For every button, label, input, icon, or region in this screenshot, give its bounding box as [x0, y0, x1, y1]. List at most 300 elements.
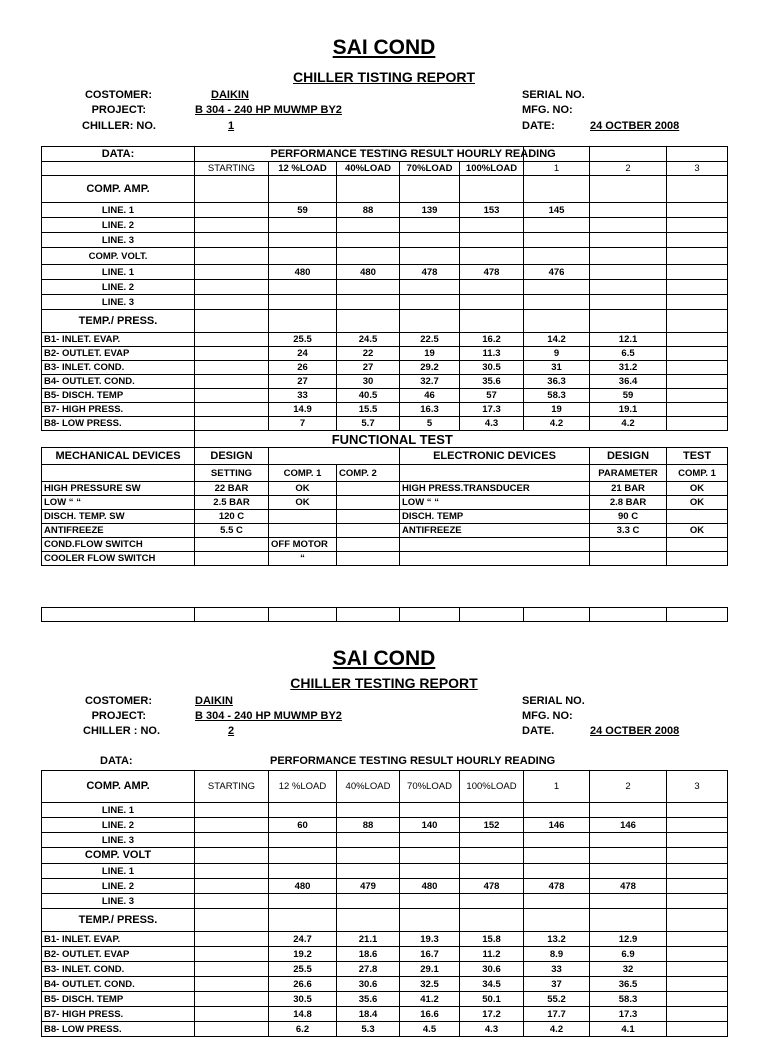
value-cell: 11.2: [460, 947, 524, 962]
value-cell: [667, 361, 728, 375]
value-cell: [590, 233, 667, 248]
value-cell: [195, 818, 269, 833]
test-header: TEST: [667, 448, 728, 465]
empty-cell: [269, 176, 337, 203]
comp1-value: OFF MOTOR: [269, 538, 337, 552]
value-cell: 32: [590, 962, 667, 977]
empty-cell: [337, 310, 400, 333]
row-label: LINE. 2: [42, 218, 195, 233]
value-cell: 7: [269, 417, 337, 431]
empty-cell: [524, 909, 590, 932]
value-cell: [195, 1022, 269, 1037]
value-cell: 19.2: [269, 947, 337, 962]
data-row: [42, 992, 728, 1007]
data-row: [42, 403, 728, 417]
empty-cell: [524, 848, 590, 864]
column-header: 100%LOAD: [460, 771, 524, 803]
section-row: [42, 848, 728, 864]
value-cell: [400, 233, 460, 248]
value-cell: [337, 218, 400, 233]
section-label: COMP. AMP.: [42, 176, 195, 203]
row-label: LINE. 3: [42, 233, 195, 248]
empty-cell: [269, 310, 337, 333]
value-cell: 4.3: [460, 417, 524, 431]
value-cell: 30: [337, 375, 400, 389]
comp1-value: OK: [269, 496, 337, 510]
empty-cell: [524, 176, 590, 203]
value-cell: 4.3: [460, 1022, 524, 1037]
value-cell: 32.5: [400, 977, 460, 992]
empty-cell: [42, 162, 195, 176]
empty-cell: [460, 909, 524, 932]
empty-cell: [460, 176, 524, 203]
row-label: LINE. 3: [42, 894, 195, 909]
value-cell: 4.2: [524, 1022, 590, 1037]
report2-performance-table: [41, 770, 728, 1037]
value-cell: 21.1: [337, 932, 400, 947]
test-value: OK: [667, 524, 728, 538]
value-cell: 19.3: [400, 932, 460, 947]
empty-cell: [42, 431, 195, 448]
value-cell: [460, 894, 524, 909]
value-cell: [195, 833, 269, 848]
value-cell: [667, 347, 728, 361]
column-header: 1: [524, 162, 590, 176]
param-value: 2.8 BAR: [590, 496, 667, 510]
data-row: [42, 295, 728, 310]
empty-cell: [590, 608, 667, 622]
report1-chiller-value: 1: [228, 120, 235, 132]
perf-header: PERFORMANCE TESTING RESULT HOURLY READING: [270, 147, 556, 160]
section-label: TEMP./ PRESS.: [42, 310, 195, 333]
value-cell: 33: [524, 962, 590, 977]
value-cell: [195, 389, 269, 403]
value-cell: 16.7: [400, 947, 460, 962]
value-cell: [667, 977, 728, 992]
value-cell: [195, 417, 269, 431]
setting-value: 22 BAR: [195, 482, 269, 496]
value-cell: 15.5: [337, 403, 400, 417]
report1-date-value: 24 OCTBER 2008: [590, 120, 680, 132]
value-cell: 29.2: [400, 361, 460, 375]
data-row: [42, 1022, 728, 1037]
empty-cell: [590, 431, 728, 448]
value-cell: [460, 803, 524, 818]
empty-cell: [195, 909, 269, 932]
value-cell: 31.2: [590, 361, 667, 375]
section-label: COMP. VOLT.: [42, 248, 195, 265]
row-label: B3- INLET. COND.: [42, 361, 195, 375]
column-header: 2: [590, 162, 667, 176]
value-cell: 46: [400, 389, 460, 403]
param-value: [590, 552, 667, 566]
value-cell: [400, 803, 460, 818]
value-cell: [590, 203, 667, 218]
value-cell: 58.3: [524, 389, 590, 403]
value-cell: [195, 962, 269, 977]
value-cell: 480: [337, 265, 400, 280]
value-cell: 4.5: [400, 1022, 460, 1037]
value-cell: 27: [269, 375, 337, 389]
value-cell: [195, 803, 269, 818]
row-label: B7- HIGH PRESS.: [42, 1007, 195, 1022]
value-cell: 16.6: [400, 1007, 460, 1022]
row-label: B5- DISCH. TEMP: [42, 389, 195, 403]
report2-perf-header: PERFORMANCE TESTING RESULT HOURLY READING: [270, 755, 556, 767]
empty-cell: [590, 176, 667, 203]
value-cell: 478: [524, 879, 590, 894]
value-cell: [195, 333, 269, 347]
value-cell: 41.2: [400, 992, 460, 1007]
functional-row: [42, 552, 728, 566]
report2-chiller-value: 2: [228, 725, 235, 737]
empty-cell: [667, 909, 728, 932]
data-row: [42, 833, 728, 848]
spacer-row: [42, 566, 728, 608]
value-cell: [460, 218, 524, 233]
mech-device: COOLER FLOW SWITCH: [42, 552, 195, 566]
value-cell: [460, 295, 524, 310]
value-cell: 152: [460, 818, 524, 833]
value-cell: [195, 1007, 269, 1022]
value-cell: 17.3: [590, 1007, 667, 1022]
report2-chiller-label: CHILLER : NO.: [83, 725, 160, 737]
functional-row: [42, 538, 728, 552]
spacer: [42, 566, 728, 608]
value-cell: 478: [400, 265, 460, 280]
value-cell: 146: [524, 818, 590, 833]
empty-cell: [400, 465, 590, 482]
setting-value: 2.5 BAR: [195, 496, 269, 510]
test-value: [667, 510, 728, 524]
value-cell: 30.6: [460, 962, 524, 977]
empty-cell: [460, 608, 524, 622]
data-row: [42, 417, 728, 431]
mech-device: LOW “ “: [42, 496, 195, 510]
value-cell: 27: [337, 361, 400, 375]
value-cell: 12.1: [590, 333, 667, 347]
value-cell: [590, 295, 667, 310]
mech-device: ANTIFREEZE: [42, 524, 195, 538]
comp2-value: [337, 510, 400, 524]
empty-cell: [400, 909, 460, 932]
value-cell: 5.3: [337, 1022, 400, 1037]
value-cell: [195, 864, 269, 879]
report2-subtitle: CHILLER TESTING REPORT: [290, 675, 478, 691]
value-cell: [524, 894, 590, 909]
value-cell: 30.5: [269, 992, 337, 1007]
value-cell: [667, 218, 728, 233]
mech-device: HIGH PRESSURE SW: [42, 482, 195, 496]
empty-cell: [667, 147, 728, 162]
value-cell: [269, 833, 337, 848]
value-cell: [667, 233, 728, 248]
empty-cell: [400, 176, 460, 203]
value-cell: 24: [269, 347, 337, 361]
value-cell: 4.2: [524, 417, 590, 431]
row-label: LINE. 2: [42, 818, 195, 833]
value-cell: [269, 295, 337, 310]
value-cell: [667, 818, 728, 833]
row-label: LINE. 1: [42, 803, 195, 818]
value-cell: 24.5: [337, 333, 400, 347]
column-header: 70%LOAD: [400, 162, 460, 176]
value-cell: [524, 295, 590, 310]
empty-cell: [195, 310, 269, 333]
data-row: [42, 962, 728, 977]
comp1-value: OK: [269, 482, 337, 496]
data-row: [42, 947, 728, 962]
data-row: [42, 218, 728, 233]
value-cell: [524, 803, 590, 818]
value-cell: [667, 203, 728, 218]
value-cell: [195, 403, 269, 417]
value-cell: 35.6: [460, 375, 524, 389]
value-cell: 480: [269, 265, 337, 280]
value-cell: [195, 894, 269, 909]
comp2-value: [337, 524, 400, 538]
row-label: B1- INLET. EVAP.: [42, 333, 195, 347]
value-cell: 33: [269, 389, 337, 403]
row-label: B2- OUTLET. EVAP: [42, 347, 195, 361]
empty-cell: [337, 176, 400, 203]
value-cell: [590, 280, 667, 295]
value-cell: [667, 417, 728, 431]
value-cell: [400, 295, 460, 310]
column-header-row: [42, 162, 728, 176]
elec-device: [400, 552, 590, 566]
elec-header: ELECTRONIC DEVICES: [400, 448, 590, 465]
value-cell: 24.7: [269, 932, 337, 947]
value-cell: 19: [400, 347, 460, 361]
value-cell: [337, 280, 400, 295]
row-label: B4- OUTLET. COND.: [42, 375, 195, 389]
value-cell: 478: [460, 879, 524, 894]
value-cell: [667, 879, 728, 894]
value-cell: [667, 962, 728, 977]
section-label: COMP. VOLT: [42, 848, 195, 864]
empty-cell: [195, 848, 269, 864]
row-label: LINE. 1: [42, 265, 195, 280]
value-cell: [667, 1022, 728, 1037]
value-cell: 4.1: [590, 1022, 667, 1037]
comp1-value: [269, 524, 337, 538]
value-cell: 140: [400, 818, 460, 833]
empty-cell: [195, 176, 269, 203]
value-cell: 36.3: [524, 375, 590, 389]
value-cell: 17.7: [524, 1007, 590, 1022]
row-label: LINE. 1: [42, 864, 195, 879]
data-row: [42, 803, 728, 818]
empty-cell: [667, 176, 728, 203]
value-cell: [667, 932, 728, 947]
value-cell: 34.5: [460, 977, 524, 992]
value-cell: [524, 833, 590, 848]
value-cell: [460, 833, 524, 848]
comp1-header: COMP. 1: [269, 465, 337, 482]
test-value: [667, 552, 728, 566]
value-cell: [195, 280, 269, 295]
report1-title: SAI COND: [332, 36, 436, 59]
data-row: [42, 233, 728, 248]
value-cell: 57: [460, 389, 524, 403]
empty-cell: [524, 248, 590, 265]
value-cell: [195, 361, 269, 375]
empty-cell: [590, 848, 667, 864]
empty-cell: [400, 310, 460, 333]
row-label: B8- LOW PRESS.: [42, 417, 195, 431]
empty-cell: [400, 248, 460, 265]
functional-test-title: FUNCTIONAL TEST: [331, 431, 453, 447]
design-header-right: DESIGN: [590, 448, 667, 465]
value-cell: [195, 295, 269, 310]
column-header: 40%LOAD: [337, 771, 400, 803]
value-cell: [400, 894, 460, 909]
row-label: LINE. 3: [42, 295, 195, 310]
value-cell: 478: [590, 879, 667, 894]
value-cell: [524, 233, 590, 248]
column-header: 100%LOAD: [460, 162, 524, 176]
value-cell: 5: [400, 417, 460, 431]
comp2-value: [337, 496, 400, 510]
data-row: [42, 375, 728, 389]
value-cell: 18.4: [337, 1007, 400, 1022]
value-cell: [269, 233, 337, 248]
column-header: 1: [524, 771, 590, 803]
param-value: 21 BAR: [590, 482, 667, 496]
report1-mfg-label: MFG. NO:: [522, 104, 573, 116]
value-cell: [667, 295, 728, 310]
value-cell: 16.2: [460, 333, 524, 347]
setting-value: 120 C: [195, 510, 269, 524]
report1-chiller-label: CHILLER: NO.: [82, 120, 156, 132]
value-cell: [400, 833, 460, 848]
report2-data-label: DATA:: [100, 755, 133, 767]
value-cell: 40.5: [337, 389, 400, 403]
value-cell: 478: [460, 265, 524, 280]
param-value: [590, 538, 667, 552]
empty-cell: [400, 608, 460, 622]
value-cell: [590, 265, 667, 280]
parameter-header: PARAMETER: [590, 465, 667, 482]
value-cell: [400, 218, 460, 233]
empty-cell: [269, 608, 337, 622]
report2-customer-value: DAIKIN: [195, 695, 233, 707]
value-cell: 50.1: [460, 992, 524, 1007]
value-cell: 15.8: [460, 932, 524, 947]
value-cell: 6.2: [269, 1022, 337, 1037]
value-cell: 17.2: [460, 1007, 524, 1022]
value-cell: 30.6: [337, 977, 400, 992]
value-cell: 35.6: [337, 992, 400, 1007]
value-cell: [590, 803, 667, 818]
value-cell: 18.6: [337, 947, 400, 962]
value-cell: 480: [400, 879, 460, 894]
value-cell: [269, 280, 337, 295]
empty-cell: [337, 848, 400, 864]
empty-row: [42, 608, 728, 622]
value-cell: [195, 977, 269, 992]
empty-cell: [195, 147, 269, 162]
value-cell: 25.5: [269, 962, 337, 977]
test-value: [667, 538, 728, 552]
functional-row: [42, 496, 728, 510]
value-cell: 153: [460, 203, 524, 218]
row-label: LINE. 2: [42, 879, 195, 894]
elec-device: LOW “ “: [400, 496, 590, 510]
value-cell: [667, 833, 728, 848]
value-cell: 55.2: [524, 992, 590, 1007]
value-cell: 19: [524, 403, 590, 417]
empty-cell: [460, 310, 524, 333]
value-cell: [195, 992, 269, 1007]
report2-mfg-label: MFG. NO:: [522, 710, 573, 722]
value-cell: [667, 894, 728, 909]
elec-device: [400, 538, 590, 552]
value-cell: 27.8: [337, 962, 400, 977]
design-header: DESIGN: [195, 448, 269, 465]
value-cell: [524, 280, 590, 295]
empty-cell: [460, 848, 524, 864]
functional-row: [42, 482, 728, 496]
value-cell: [269, 218, 337, 233]
row-label: B8- LOW PRESS.: [42, 1022, 195, 1037]
value-cell: [195, 203, 269, 218]
value-cell: [337, 894, 400, 909]
value-cell: 22.5: [400, 333, 460, 347]
value-cell: 26.6: [269, 977, 337, 992]
value-cell: 8.9: [524, 947, 590, 962]
data-row: [42, 265, 728, 280]
row-label: B5- DISCH. TEMP: [42, 992, 195, 1007]
setting-value: 5.5 C: [195, 524, 269, 538]
value-cell: 30.5: [460, 361, 524, 375]
value-cell: 16.3: [400, 403, 460, 417]
value-cell: 476: [524, 265, 590, 280]
report1-customer-label: COSTOMER:: [84, 89, 152, 101]
header-row: [42, 147, 728, 162]
empty-cell: [269, 248, 337, 265]
value-cell: [337, 295, 400, 310]
value-cell: 6.5: [590, 347, 667, 361]
value-cell: 145: [524, 203, 590, 218]
value-cell: 146: [590, 818, 667, 833]
value-cell: 59: [590, 389, 667, 403]
value-cell: [195, 947, 269, 962]
column-header: 2: [590, 771, 667, 803]
param-value: 3.3 C: [590, 524, 667, 538]
column-header-row: [42, 771, 728, 803]
value-cell: [269, 803, 337, 818]
elec-device: HIGH PRESS.TRANSDUCER: [400, 482, 590, 496]
report2-date-value: 24 OCTBER 2008: [590, 725, 680, 737]
row-label: LINE. 3: [42, 833, 195, 848]
section-row: [42, 248, 728, 265]
row-label: B7- HIGH PRESS.: [42, 403, 195, 417]
value-cell: [590, 833, 667, 848]
value-cell: 14.8: [269, 1007, 337, 1022]
value-cell: [667, 992, 728, 1007]
data-row: [42, 894, 728, 909]
value-cell: [460, 864, 524, 879]
section-row: [42, 909, 728, 932]
value-cell: [524, 218, 590, 233]
test-value: OK: [667, 496, 728, 510]
setting-value: [195, 538, 269, 552]
report1-serial-label: SERIAL NO.: [522, 89, 585, 101]
value-cell: [667, 333, 728, 347]
empty-cell: [269, 448, 400, 465]
